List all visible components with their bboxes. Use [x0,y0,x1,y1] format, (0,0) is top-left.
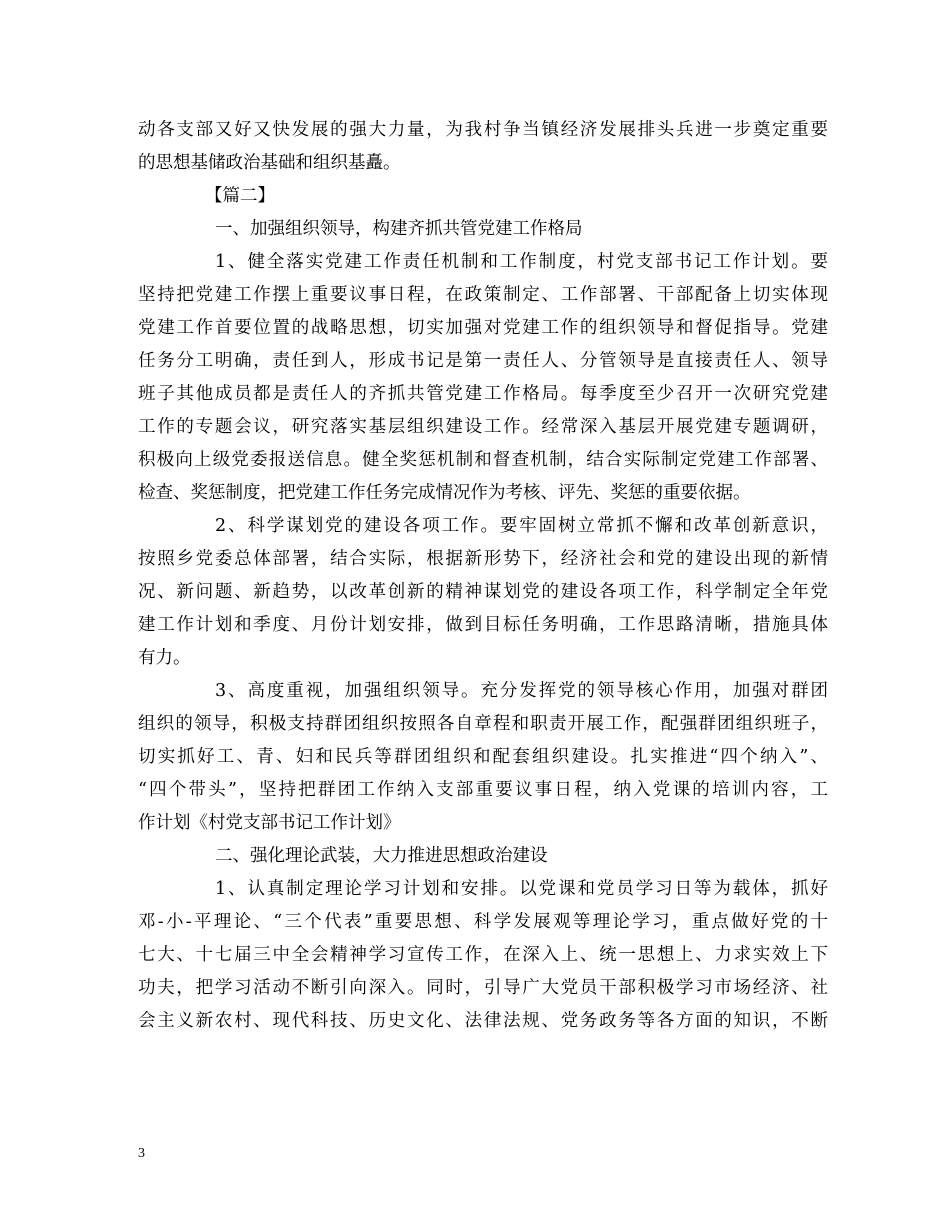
text-line: 组织的领导，积极支持群团组织按照各自章程和职责开展工作，配强群团组织班子， [138,714,828,734]
text-line: 坚持把党建工作摆上重要议事日程，在政策制定、工作部署、干部配备上切实体现 [138,285,828,305]
text-line: 作计划《村党支部书记工作计划》 [138,813,401,833]
text-line: 邓-小-平理论、“三个代表”重要思想、科学发展观等理论学习，重点做好党的十 [138,912,828,932]
text-line: 切实抓好工、青、妇和民兵等群团组织和配套组织建设。扎实推进“四个纳入”、 [138,747,828,767]
text-line: 七大、十七届三中全会精神学习宣传工作，在深入上、统一思想上、力求实效上下 [138,945,828,965]
text-line: 有力。 [138,648,191,668]
paragraph-start: 2、科学谋划党的建设各项工作。要牢固树立常抓不懈和改革创新意识， [215,516,828,536]
paragraph-start: 1、认真制定理论学习计划和安排。以党课和党员学习日等为载体，抓好 [215,879,828,899]
text-line: 建工作计划和季度、月份计划安排，做到目标任务明确，工作思路清晰，措施具体 [138,615,828,635]
section-heading: 【篇二】 [205,186,275,206]
text-line: 会主义新农村、现代科技、历史文化、法律法规、党务政务等各方面的知识，不断 [138,1011,828,1031]
page-number: 3 [138,1146,145,1161]
text-line: 工作的专题会议，研究落实基层组织建设工作。经常深入基层开展党建专题调研， [138,417,828,437]
section-title: 一、加强组织领导，构建齐抓共管党建工作格局 [215,219,583,239]
text-line: 按照乡党委总体部署，结合实际，根据新形势下，经济社会和党的建设出现的新情 [138,549,828,569]
text-line: 班子其他成员都是责任人的齐抓共管党建工作格局。每季度至少召开一次研究党建 [138,384,828,404]
text-line: 党建工作首要位置的战略思想，切实加强对党建工作的组织领导和督促指导。党建 [138,318,828,338]
text-line: 积极向上级党委报送信息。健全奖惩机制和督查机制，结合实际制定党建工作部署、 [138,450,828,470]
text-line: “四个带头”，坚持把群团工作纳入支部重要议事日程，纳入党课的培训内容，工 [138,780,828,800]
paragraph-start: 3、高度重视，加强组织领导。充分发挥党的领导核心作用，加强对群团 [215,681,828,701]
text-line: 任务分工明确，责任到人，形成书记是第一责任人、分管领导是直接责任人、领导 [138,351,828,371]
document-body [138,114,828,1038]
text-line: 功夫，把学习活动不断引向深入。同时，引导广大党员干部积极学习市场经济、社 [138,978,828,998]
text-line: 动各支部又好又快发展的强大力量，为我村争当镇经济发展排头兵进一步奠定重要 [138,120,828,140]
paragraph-start: 1、健全落实党建工作责任机制和工作制度，村党支部书记工作计划。要 [215,252,828,272]
section-title: 二、强化理论武装，大力推进思想政治建设 [215,846,548,866]
text-line: 的思想基储政治基础和组织基矗。 [138,153,401,173]
text-line: 况、新问题、新趋势，以改革创新的精神谋划党的建设各项工作，科学制定全年党 [138,582,828,602]
text-line: 检查、奖惩制度，把党建工作任务完成情况作为考核、评先、奖惩的重要依据。 [138,483,751,503]
